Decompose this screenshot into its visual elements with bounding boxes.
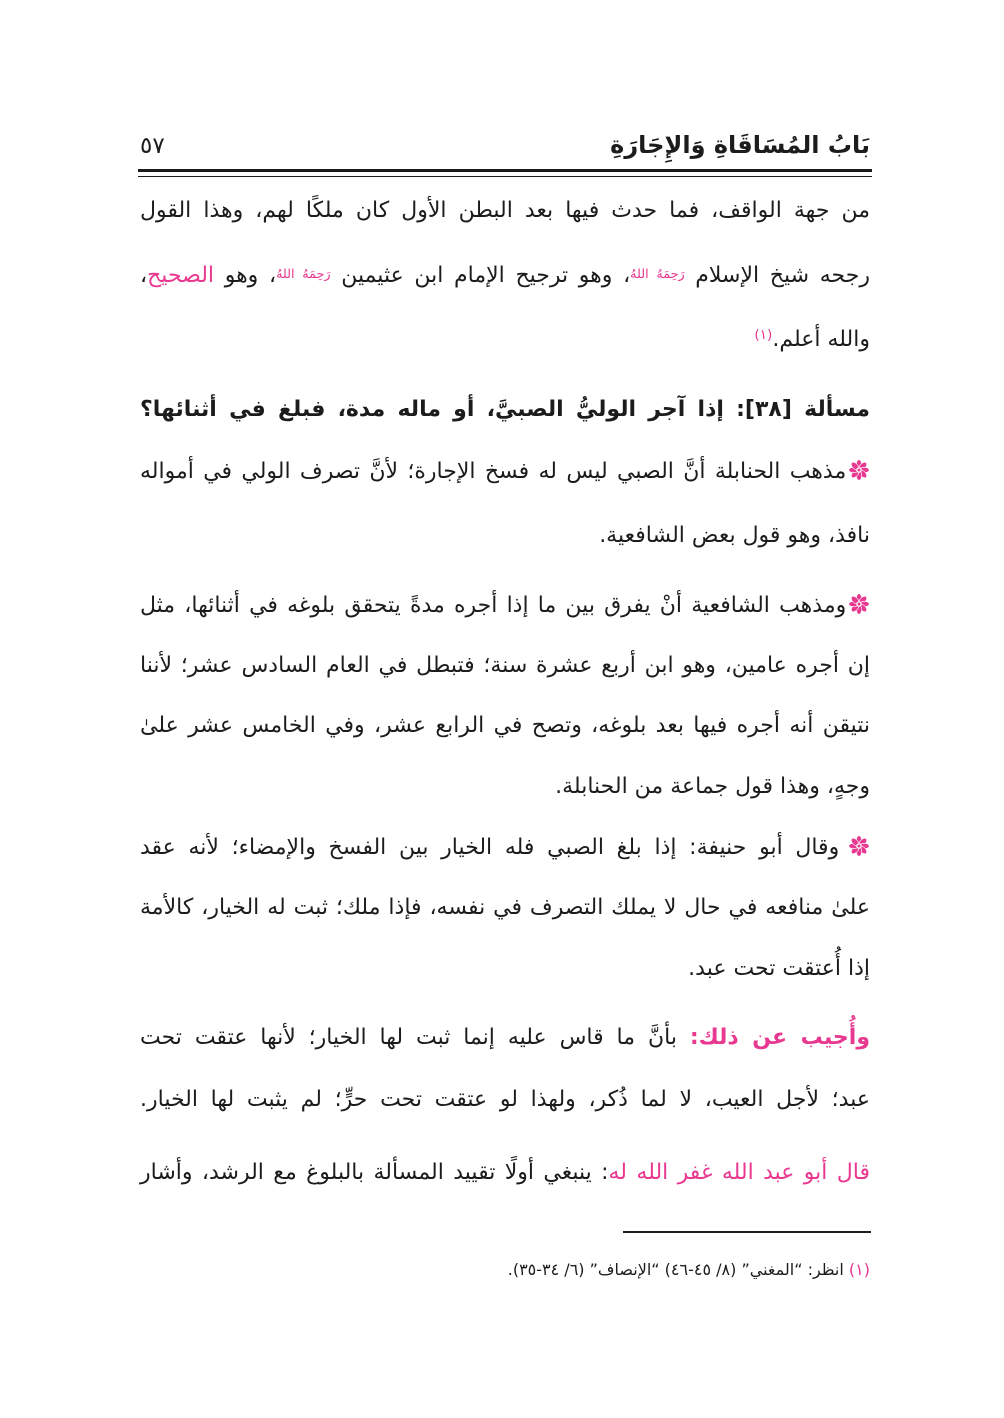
paragraph-3-line-3: نتيقن أنه أجره فيها بعد بلوغه، وتصح في الرابع عشر، وفي الخامس عشر علىٰ: [140, 713, 870, 738]
text-segment: ، وهو ترجيح الإمام ابن عثيمين: [330, 263, 631, 288]
footnote-separator: [623, 1231, 871, 1233]
text-segment: والله أعلم.: [772, 327, 870, 352]
footnote: [140, 1254, 870, 1286]
paragraph-4-line-3: إذا أُعتقت تحت عبد.: [688, 956, 870, 981]
paragraph-1-line-1: من جهة الواقف، فما حدث فيها بعد البطن الأول كان ملكًا لهم، وهذا القول: [140, 198, 870, 223]
honorific-glyph: رَحِمَهُ اللهُ: [276, 267, 331, 283]
paragraph-3-line-4: وجهٍ، وهذا قول جماعة من الحنابلة.: [555, 774, 870, 799]
page-number: ٥٧: [140, 133, 165, 159]
paragraph-3-line-1: [140, 586, 870, 626]
paragraph-5-line-2: عبد؛ لأجل العيب، لا لما ذُكر، ولهذا لو عتقت تحت حرٍّ؛ لم يثبت لها الخيار.: [140, 1087, 870, 1112]
paragraph-4-line-2: علىٰ منافعه في حال لا يملك التصرف في نفسه، فإذا ملك؛ ثبت له الخيار، كالأمة: [140, 895, 870, 920]
header-rule-thin: [138, 176, 872, 177]
paragraph-1-line-2: [140, 256, 870, 296]
paragraph-1-line-3: [140, 320, 870, 360]
paragraph-2-line-2: نافذ، وهو قول بعض الشافعية.: [599, 523, 870, 548]
text-segment: بأنَّ ما قاس عليه إنما ثبت لها الخيار؛ لأنها عتقت تحت: [140, 1025, 690, 1050]
chapter-title: بَابُ المُسَاقَاةِ وَالإِجَارَةِ: [610, 131, 870, 159]
flower-icon: [848, 835, 870, 857]
text-segment: مذهب الحنابلة أنَّ الصبي ليس له فسخ الإجارة؛ لأنَّ تصرف الولي في أمواله: [140, 459, 847, 484]
author-lead-in: قال أبو عبد الله غفر الله له: [608, 1160, 870, 1185]
footnote-number: (١): [848, 1260, 870, 1279]
paragraph-3-line-2: إن أجره عامين، وهو ابن أربع عشرة سنة؛ فتبطل في العام السادس عشر؛ لأننا: [140, 653, 870, 678]
text-segment: وقال أبو حنيفة: إذا بلغ الصبي فله الخيار بين الفسخ والإمضاء؛ لأنه عقد: [140, 835, 840, 860]
paragraph-6-line-1: [140, 1153, 870, 1193]
text-segment: ومذهب الشافعية أنْ يفرق بين ما إذا أجره مدةً يتحقق بلوغه في أثنائها، مثل: [140, 593, 847, 618]
flower-icon: [848, 459, 870, 481]
question-heading: مسألة [٣٨]: إذا آجر الوليُّ الصبيَّ، أو ماله مدة، فبلغ في أثنائها؟: [140, 397, 870, 422]
highlighted-word: الصحيح: [147, 263, 215, 288]
header-rule-thick: [138, 169, 872, 172]
footnote-reference: (١): [754, 326, 773, 343]
paragraph-2-line-1: [140, 452, 870, 492]
text-segment: رجحه شيخ الإسلام: [684, 263, 870, 288]
text-segment: : ينبغي أولًا تقييد المسألة بالبلوغ مع الرشد، وأشار: [140, 1160, 609, 1185]
text-segment: ،: [140, 263, 148, 288]
paragraph-5-line-1: [140, 1018, 870, 1058]
flower-icon: [848, 593, 870, 615]
honorific-glyph: رَحِمَهُ اللهُ: [630, 267, 685, 283]
response-lead-in: وأُجيب عن ذلك:: [689, 1025, 870, 1050]
text-segment: ، وهو: [214, 263, 277, 288]
paragraph-4-line-1: [140, 828, 870, 868]
footnote-text: انظر: “المغني” (٨/ ٤٥-٤٦) “الإنصاف” (٦/ ٣٤-٣٥).: [507, 1260, 849, 1279]
